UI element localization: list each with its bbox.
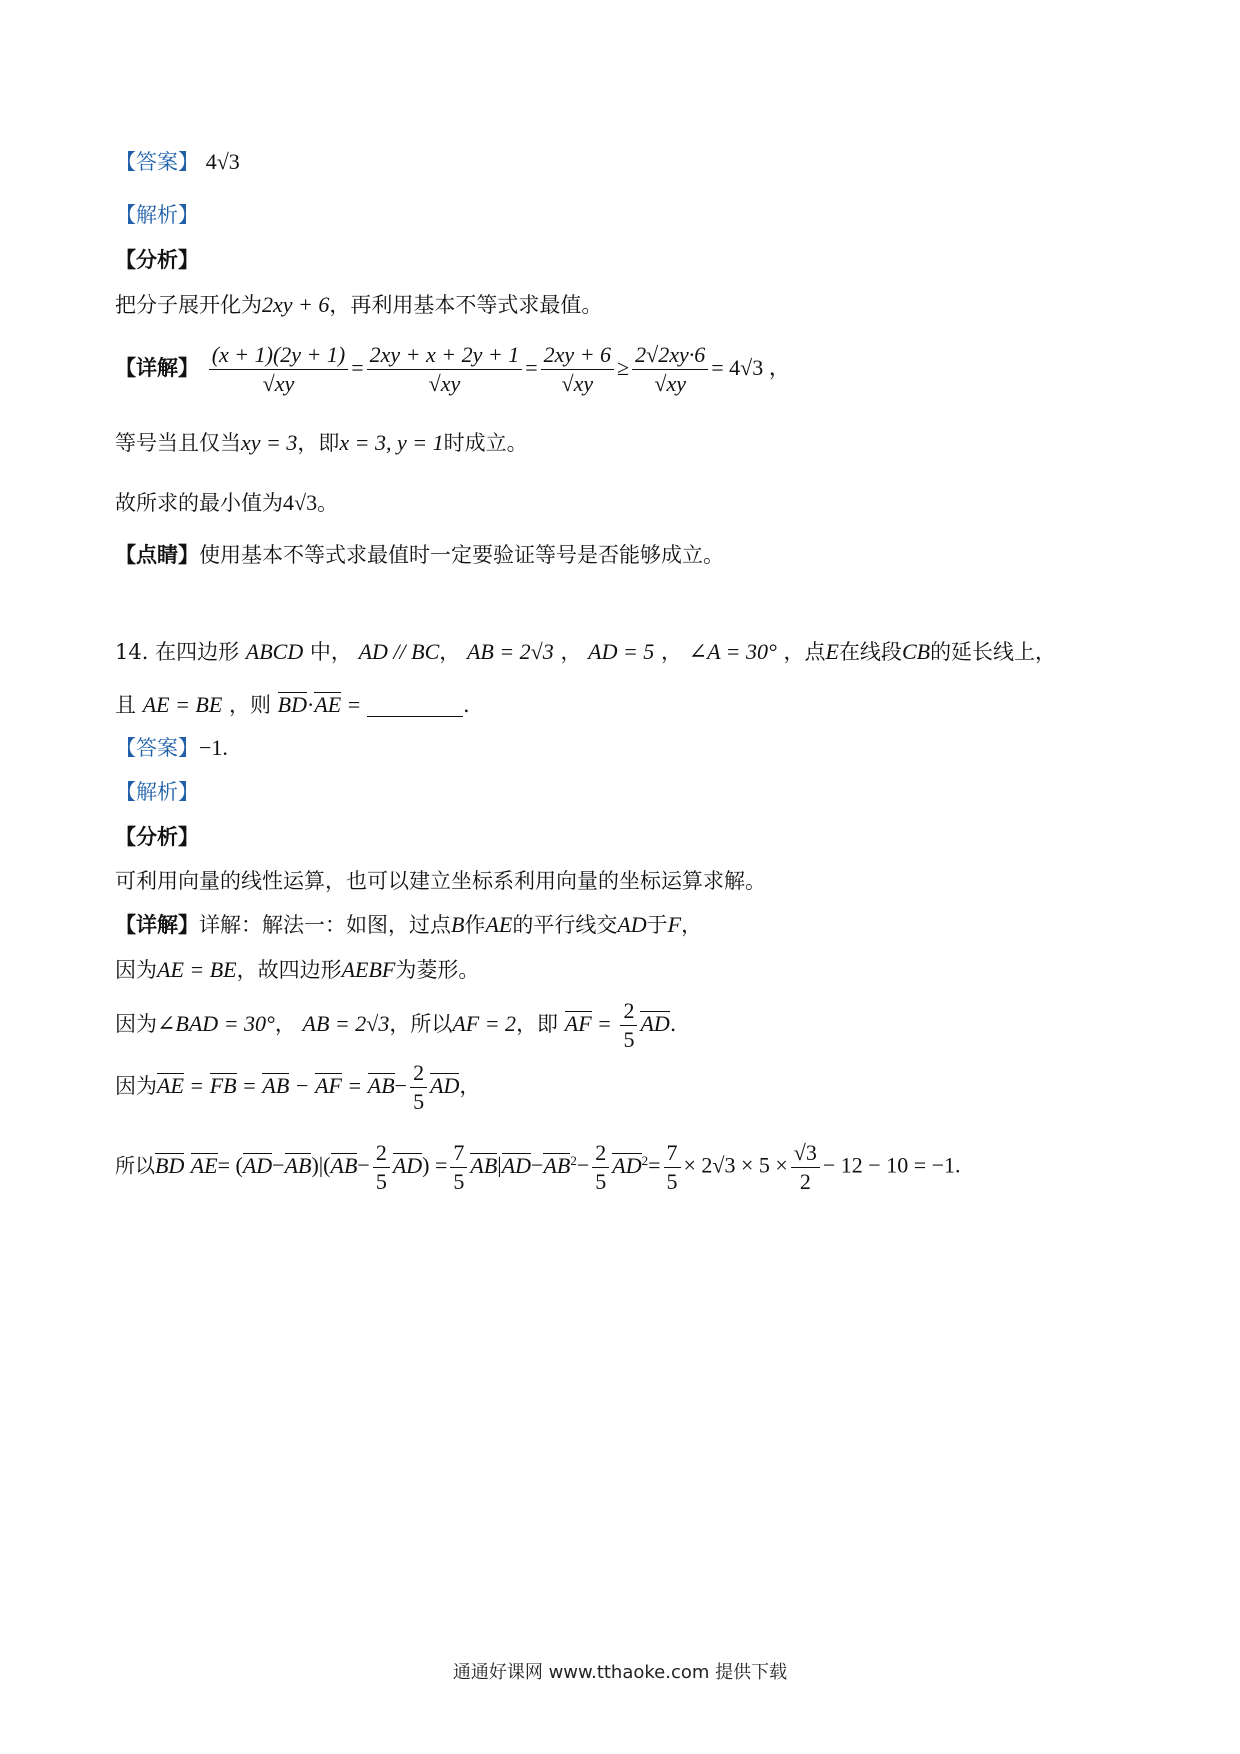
text: 故所求的最小值为 xyxy=(115,491,283,515)
math-expression: xy = 3 xyxy=(241,430,298,455)
numerator: 2xy + 6 xyxy=(541,341,614,370)
text: ，点 xyxy=(783,640,826,664)
vector: AB xyxy=(367,1073,395,1098)
exponent: 2 xyxy=(570,1153,577,1168)
numerator: 2 xyxy=(592,1139,609,1168)
math: AB = 2√3 xyxy=(302,1011,390,1036)
text: 于 xyxy=(646,913,668,937)
text: ， xyxy=(560,640,582,664)
text: ，故四边形 xyxy=(236,958,342,982)
operator: × 2√3 × 5 × xyxy=(683,1152,788,1178)
answer-blank xyxy=(367,696,463,717)
math: F xyxy=(667,912,682,937)
numerator: 2 xyxy=(620,997,637,1026)
denominator: 5 xyxy=(375,1168,387,1194)
text: 且 xyxy=(115,693,136,717)
fraction xyxy=(632,341,708,398)
text: ，即 xyxy=(297,431,340,455)
vector: AD xyxy=(392,1152,423,1178)
numerator: 2 xyxy=(373,1139,390,1168)
q14-jiexi-label: 【解析】 xyxy=(115,780,199,804)
numerator: (x + 1)(2y + 1) xyxy=(209,341,349,370)
q14-stem-line1 xyxy=(115,637,1056,667)
denominator: √xy xyxy=(428,371,461,396)
equals: = xyxy=(348,1073,362,1098)
math-expression: AE = BE xyxy=(142,692,223,717)
equals: = xyxy=(190,1073,203,1098)
text: 为菱形。 xyxy=(395,958,480,982)
equals: = xyxy=(648,1152,661,1178)
dot-operator: · xyxy=(307,692,315,717)
vector: AB xyxy=(543,1152,571,1178)
exponent: 2 xyxy=(641,1153,649,1168)
operator: )|( xyxy=(311,1152,331,1178)
math: B xyxy=(451,912,465,937)
denominator: 5 xyxy=(453,1168,465,1194)
math: AF = 2 xyxy=(452,1011,517,1036)
vector: AF xyxy=(315,1073,342,1098)
answer-value: −1. xyxy=(199,735,228,760)
vector: BD xyxy=(155,1152,185,1178)
math-expression: x = 3, y = 1 xyxy=(339,430,444,455)
denominator: √xy xyxy=(561,371,594,396)
text: 作 xyxy=(464,913,486,937)
q13-jiexi-label: 【解析】 xyxy=(115,203,199,227)
fraction xyxy=(410,1059,427,1116)
math: AE = BE xyxy=(157,957,237,982)
vector: AE xyxy=(157,1073,184,1098)
text: ， xyxy=(274,1012,296,1036)
numerator: 2xy + x + 2y + 1 xyxy=(367,341,523,370)
text: 详解：解法一：如图，过点 xyxy=(199,913,451,937)
q14-xiangjie-line4 xyxy=(115,1056,480,1116)
denominator: 5 xyxy=(623,1027,635,1052)
fraction xyxy=(592,1139,609,1196)
q13-answer xyxy=(115,147,240,177)
equals: = xyxy=(243,1073,256,1098)
text: 14. 在四边形 xyxy=(115,640,240,664)
result: − 12 − 10 = −1. xyxy=(822,1152,961,1178)
vector: FB xyxy=(209,1073,237,1098)
math-expression: AB = 2√3 xyxy=(466,639,554,664)
denominator: 5 xyxy=(413,1089,425,1114)
period: . xyxy=(463,693,470,717)
vector: AE xyxy=(190,1152,218,1178)
dianjing-label: 【点睛】 xyxy=(115,542,199,567)
vector: AD xyxy=(242,1152,273,1178)
vector: AD xyxy=(612,1152,642,1178)
text: ， xyxy=(681,913,703,937)
text: 所以 xyxy=(115,1153,155,1178)
fraction xyxy=(373,1139,390,1196)
math-expression: 2xy + 6 xyxy=(262,292,330,317)
q14-xiangjie-line1 xyxy=(115,910,702,940)
numerator: 7 xyxy=(664,1139,681,1168)
q13-fenxi-text xyxy=(115,290,602,320)
minus: − xyxy=(357,1152,370,1178)
vector: AB xyxy=(330,1152,358,1178)
text: 的平行线交 xyxy=(512,913,618,937)
q13-conclusion xyxy=(115,488,338,518)
text: ， xyxy=(459,1074,481,1098)
period: . xyxy=(669,1012,677,1036)
math: AEBF xyxy=(341,957,396,982)
math-expression: ABCD xyxy=(245,639,304,664)
text: ， xyxy=(660,640,682,664)
q14-answer xyxy=(115,733,228,763)
vector: AB xyxy=(470,1152,498,1178)
text: 时成立。 xyxy=(443,431,528,455)
q14-fenxi-text: 可利用向量的线性运算，也可以建立坐标系利用向量的坐标运算求解。 xyxy=(115,869,766,893)
fraction xyxy=(620,997,637,1054)
vector-ad: AD xyxy=(640,1011,670,1036)
math: ∠BAD = 30° xyxy=(157,1011,275,1036)
text: ，所以 xyxy=(389,1012,453,1036)
text: 因为 xyxy=(115,1012,157,1036)
vector: AD xyxy=(501,1152,532,1178)
text: 在线段 xyxy=(838,640,902,664)
equals: = xyxy=(598,1011,611,1036)
vector-bd: BD xyxy=(277,692,307,717)
operator: | xyxy=(497,1152,502,1178)
math-expression: CB xyxy=(901,639,931,664)
equals: = xyxy=(351,355,364,380)
xiangjie-label: 【详解】 xyxy=(115,912,199,937)
math-expression: ∠A = 30° xyxy=(688,639,777,664)
q13-fenxi-label: 【分析】 xyxy=(115,247,199,272)
text: ，则 xyxy=(228,693,271,717)
q13-dianjing xyxy=(115,540,724,570)
text: ，即 xyxy=(516,1012,559,1036)
q14-xiangjie-line3 xyxy=(115,994,676,1054)
math-expression: AD // BC xyxy=(358,639,440,664)
result: = 4√3 ， xyxy=(711,355,791,380)
q13-equality-line xyxy=(115,428,528,458)
vector: AB xyxy=(284,1152,312,1178)
text: 等号当且仅当 xyxy=(115,431,241,455)
math-expression: 4√3 xyxy=(283,490,318,515)
denominator: 5 xyxy=(595,1168,607,1194)
vector-af: AF xyxy=(564,1011,592,1036)
answer-label: 【答案】 xyxy=(115,150,199,174)
denominator: √xy xyxy=(654,371,686,396)
fraction xyxy=(541,341,614,398)
math: AD xyxy=(617,912,647,937)
vector: AD xyxy=(430,1073,460,1098)
minus: − xyxy=(295,1073,309,1098)
denominator: √xy xyxy=(262,371,295,396)
text: 的延长线上， xyxy=(930,640,1057,664)
numerator: 2√2xy·6 xyxy=(632,341,708,370)
math: AE xyxy=(485,912,513,937)
geq: ≥ xyxy=(617,355,630,380)
text: ，再利用基本不等式求最值。 xyxy=(329,293,603,317)
math-expression: E xyxy=(825,639,839,664)
text: 。 xyxy=(317,491,339,515)
text: ， xyxy=(439,640,461,664)
minus: − xyxy=(576,1152,590,1178)
denominator: 2 xyxy=(799,1168,811,1194)
q14-stem-line2 xyxy=(115,690,470,720)
equals: = xyxy=(347,692,361,717)
minus: − xyxy=(272,1152,285,1178)
answer-label: 【答案】 xyxy=(115,736,199,760)
text: 因为 xyxy=(115,1074,157,1098)
math-expression: AD = 5 xyxy=(588,639,655,664)
q13-xiangjie xyxy=(115,338,791,398)
xiangjie-label: 【详解】 xyxy=(115,355,199,380)
dianjing-text: 使用基本不等式求最值时一定要验证等号是否能够成立。 xyxy=(199,543,724,567)
denominator: 5 xyxy=(666,1168,678,1194)
q14-xiangjie-line5 xyxy=(115,1126,961,1196)
fraction xyxy=(450,1139,467,1196)
numerator: 7 xyxy=(450,1139,467,1168)
minus: − xyxy=(394,1073,408,1098)
vector-ae: AE xyxy=(314,692,342,717)
fraction xyxy=(791,1139,820,1196)
fraction xyxy=(664,1139,681,1196)
numerator: √3 xyxy=(791,1139,820,1168)
page-footer: 通通好课网 www.tthaoke.com 提供下载 xyxy=(452,1662,788,1683)
answer-value: 4√3 xyxy=(205,149,240,174)
fraction xyxy=(367,341,523,398)
q14-fenxi-label: 【分析】 xyxy=(115,824,199,849)
vector: AB xyxy=(262,1073,290,1098)
numerator: 2 xyxy=(410,1059,427,1088)
operator: = ( xyxy=(217,1152,243,1178)
text: 中， xyxy=(309,640,352,664)
operator: ) = xyxy=(422,1152,448,1178)
minus: − xyxy=(531,1152,544,1178)
fraction xyxy=(209,341,349,398)
equals: = xyxy=(525,355,538,380)
text: 把分子展开化为 xyxy=(115,293,262,317)
text: 因为 xyxy=(115,958,157,982)
q14-xiangjie-line2 xyxy=(115,955,479,985)
